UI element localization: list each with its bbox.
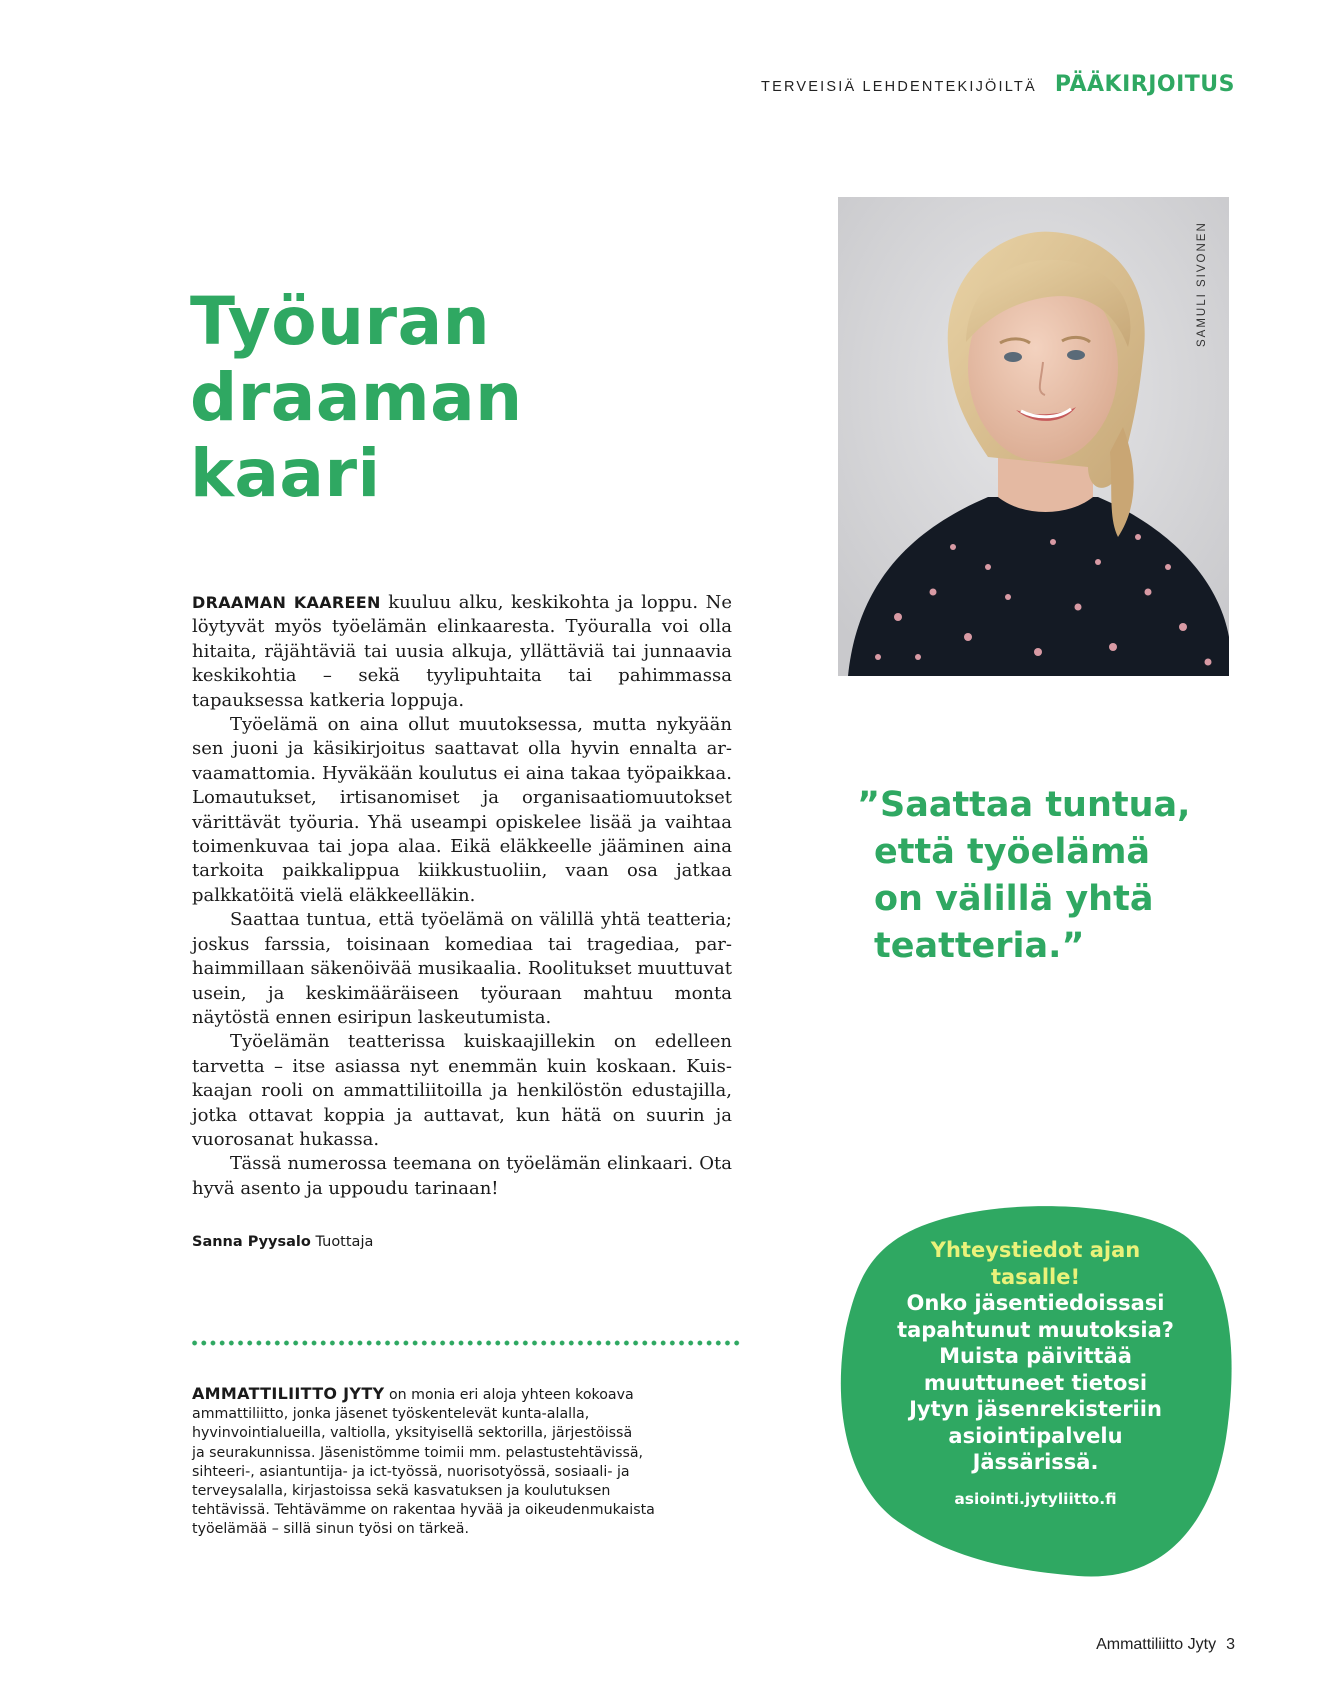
callout-text: Muista päivittää	[939, 1344, 1132, 1368]
union-line: terveysalalla, kirjastoissa sekä kasvatuksen ja koulutuksen	[192, 1483, 611, 1500]
pull-quote	[857, 782, 1217, 970]
page-header	[761, 72, 1235, 97]
union-line: sihteeri-, asiantuntija- ja ict-työssä, nuorisotyössä, sosiaali- ja	[192, 1463, 630, 1480]
union-line: työelämää – sillä sinun työsi on tärkeä.	[192, 1521, 469, 1538]
callout-text: asiointipalvelu	[948, 1423, 1123, 1448]
callout-text: tapahtunut muutoksia?	[897, 1317, 1174, 1342]
paragraph: Työelämä on aina ollut muutoksessa, mutta nykyään sen juoni ja käsikirjoitus saattavat olla hyvin ennalta arvaamattomia. Hyväkään koulutus ei aina takaa työpaikkaa. Lomautukset, irtisanomiset ja organisaatiomuutokset värittävät työuria. Yhä useampi opiskelee lisää ja vaihtaa toimenkuvaa tai jopa alaa. Eikä eläkkeelle jääminen aina tarkoita paikkalippua kiikkustuoliin, vaan osa jatkaa palkkatöitä vielä eläkkeelläkin.	[192, 714, 732, 906]
callout-highlight: tasalle!	[990, 1264, 1081, 1289]
author-role: Tuottaja	[310, 1234, 374, 1250]
portrait-photo	[838, 197, 1229, 676]
callout-content	[858, 1237, 1213, 1508]
callout-link[interactable]: asiointi.jytyliitto.fi	[954, 1489, 1117, 1508]
quote-line: ”Saattaa tuntua,	[857, 785, 1191, 825]
paragraph: Työelämän teatterissa kuiskaajillekin on edelleen tarvetta – itse asiassa nyt enemmän kuin koskaan. Kuiskaajan rooli on ammattiliitoilla ja henkilöstön edustajilla, jotka ottavat koppia ja auttavat, kun hätä on suurin ja vuorosanat hukassa.	[192, 1031, 732, 1150]
union-line: tehtävissä. Tehtävämme on rakentaa hyvää ja oikeudenmukaista	[192, 1502, 655, 1519]
callout-text: Onko jäsentiedoissasi	[906, 1291, 1165, 1315]
paragraph-text: kuuluu alku, keskikohta ja loppu. Ne löytyvät myös työelämän elinkaaresta. Työuralla voi olla hitaita, räjähtäviä tai uusia alkuja, yllättäviä tai junnaavia keskikohtia – sekä tyylipuhtaita tai pahimmassa tapauksessa katkeria loppuja.	[192, 592, 732, 711]
page-footer	[1096, 1636, 1235, 1654]
union-line: hyvinvointialueilla, valtiolla, yksityisellä sektorilla, järjestöissä	[192, 1425, 633, 1442]
title-line: kaari	[190, 435, 381, 512]
title-line: Työuran	[190, 283, 491, 360]
author-signature	[192, 1234, 373, 1250]
photo-credit: SAMULI SIVONEN	[1196, 221, 1208, 347]
section-label: TERVEISIÄ LEHDENTEKIJÖILTÄ	[761, 79, 1037, 95]
quote-line: että työelämä	[874, 832, 1151, 872]
paragraph: Saattaa tuntua, että työelämä on välillä yhtä teatteria; joskus farssia, toisinaan komediaa tai tragediaa, parhaimmillaan säkenöivää musikaalia. Roolitukset muuttuvat usein, ja keskimääräiseen työuraan mahtuu monta näytöstä ennen esiripun laskeutumista.	[192, 909, 732, 1028]
union-line: ja seurakunnissa. Jäsenistömme toimii mm. pelastustehtävissä,	[192, 1444, 644, 1461]
page-number: 3	[1226, 1636, 1235, 1653]
paragraph: Tässä numerossa teemana on työelämän elinkaari. Ota hyvä asento ja uppoudu tarinaan!	[192, 1153, 732, 1199]
quote-line: on välillä yhtä	[874, 879, 1154, 919]
category-label: PÄÄKIRJOITUS	[1054, 72, 1235, 97]
author-name: Sanna Pyysalo	[192, 1234, 311, 1250]
callout-highlight: Yhteystiedot ajan	[930, 1238, 1141, 1262]
callout-text: Jässärissä.	[972, 1450, 1099, 1474]
dotted-divider	[190, 1340, 740, 1346]
callout-text: muuttuneet tietosi	[923, 1370, 1148, 1395]
union-info	[192, 1384, 712, 1540]
article-title	[190, 284, 750, 512]
article-body	[192, 591, 732, 1201]
lead-in: DRAAMAN KAAREEN	[192, 593, 381, 612]
paragraph	[192, 591, 732, 713]
union-text: on monia eri aloja yhteen kokoava	[384, 1387, 634, 1403]
union-name: AMMATTILIITTO JYTY	[192, 1384, 385, 1403]
quote-line: teatteria.”	[874, 926, 1085, 966]
union-line: ammattiliitto, jonka jäsenet työskentelevät kunta-alalla,	[192, 1406, 590, 1423]
publication-name: Ammattiliitto Jyty	[1096, 1636, 1217, 1653]
callout-text: Jytyn jäsenrekisteriin	[909, 1397, 1162, 1421]
title-line: draaman	[190, 359, 523, 436]
union-line	[192, 1384, 712, 1405]
